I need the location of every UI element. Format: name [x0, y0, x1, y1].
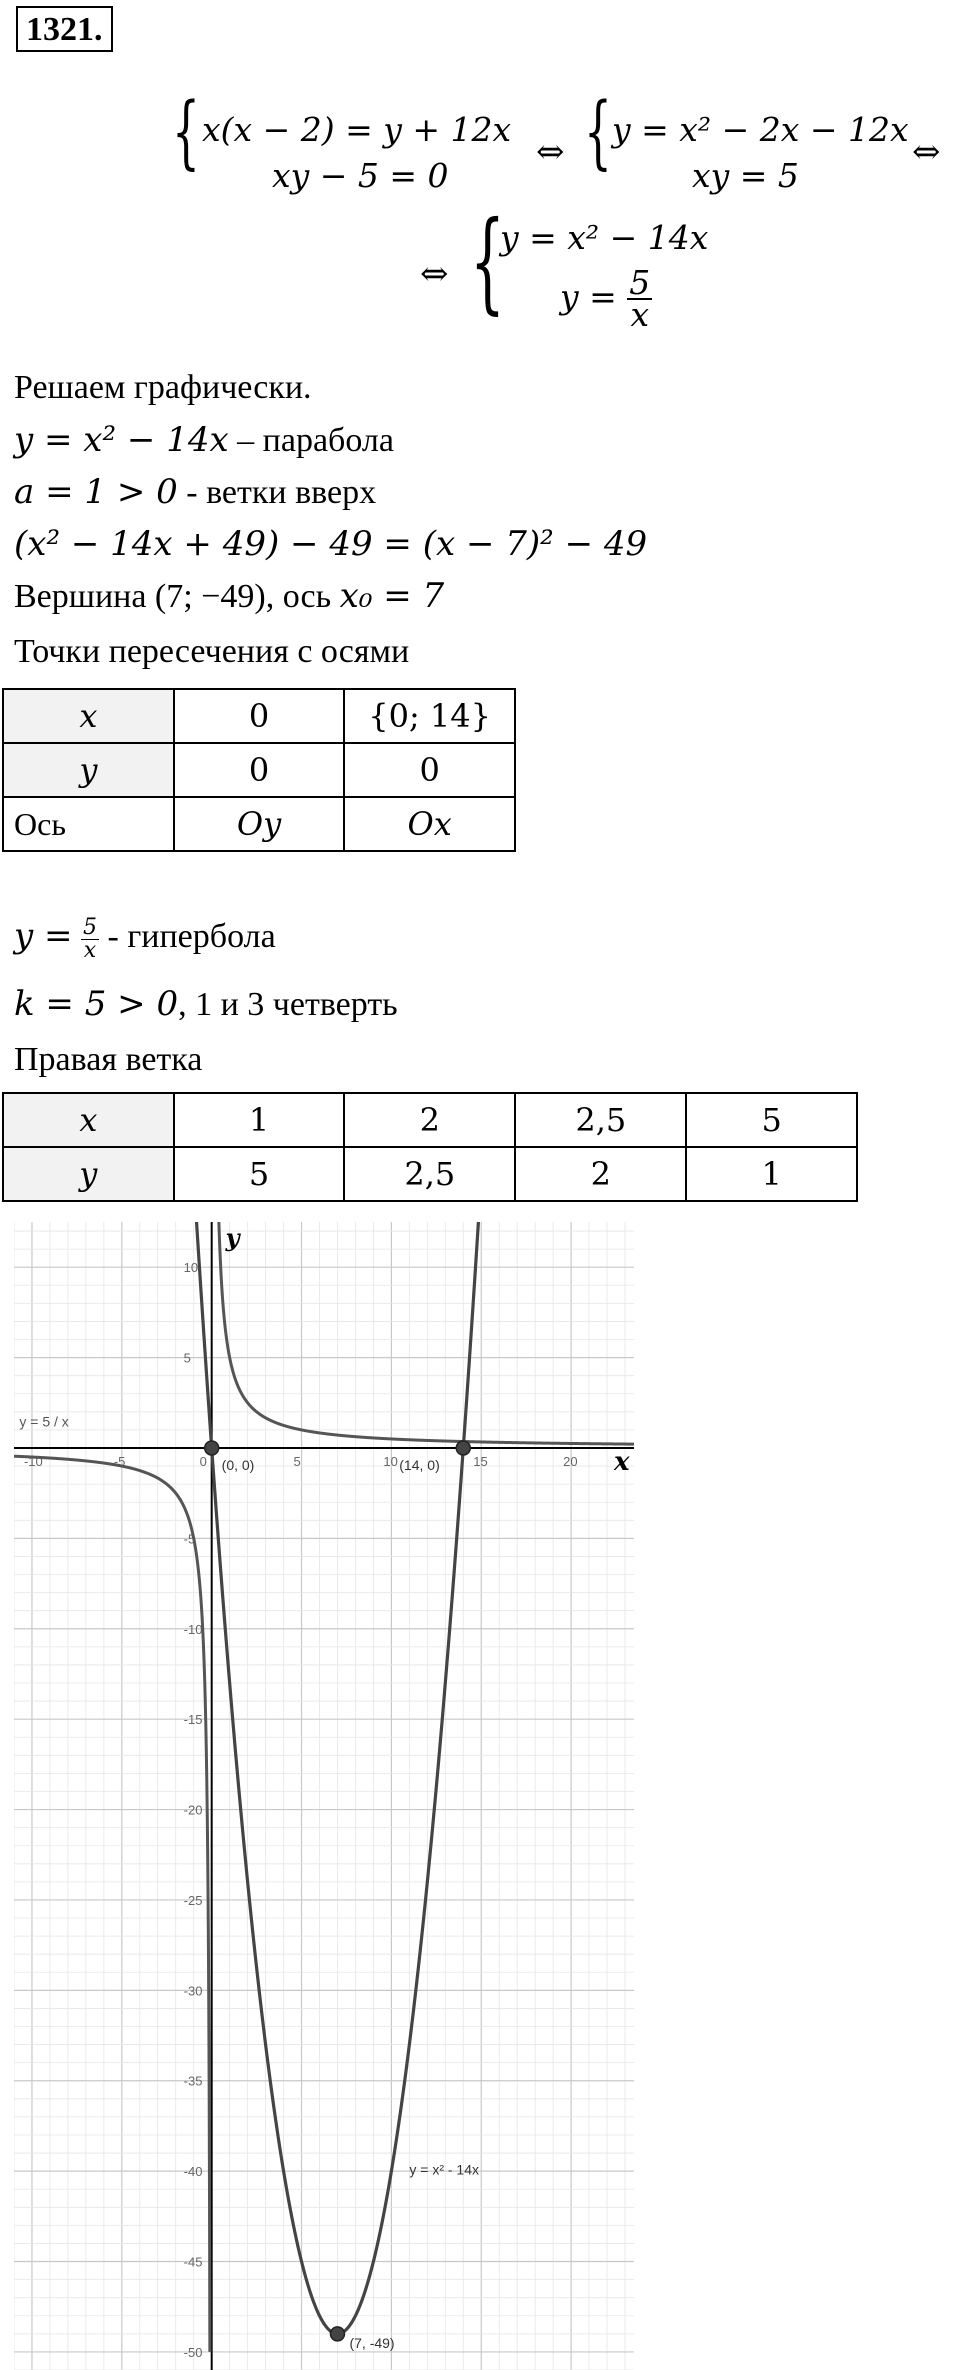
point-label: (0, 0): [221, 1456, 255, 1473]
y-tick-label: 10: [183, 1260, 199, 1276]
y-tick-label: -5: [183, 1531, 196, 1547]
table-row: [3, 797, 515, 851]
x-tick-label: 10: [383, 1453, 398, 1469]
x-tick-label: -5: [113, 1453, 126, 1469]
hyperbola-table: [2, 1092, 858, 1202]
table-cell: y: [3, 1147, 174, 1201]
point-label: (14, 0): [399, 1456, 440, 1473]
table-cell: Ox: [344, 797, 515, 851]
table-cell: 0: [344, 743, 515, 797]
branches-text: - ветки вверх: [177, 474, 377, 511]
x-tick-label: -10: [23, 1453, 43, 1469]
intersections-heading: Точки пересечения с осями: [14, 633, 410, 670]
right-branch-heading: Правая ветка: [14, 1041, 203, 1078]
k-line: [14, 984, 398, 1025]
fraction: [627, 263, 652, 334]
function-graph: [14, 1222, 634, 2370]
equiv-arrow: ⇔: [912, 132, 941, 172]
parabola-eq: y = x² − 14x: [14, 420, 229, 460]
table-row: [3, 743, 515, 797]
system-1-eq1: x(x − 2) = y + 12x: [202, 110, 512, 149]
hyperbola-left-branch: [14, 1453, 210, 2352]
table-cell: 2: [344, 1093, 515, 1147]
table-row: [3, 1093, 857, 1147]
vertex-axis: x₀ = 7: [339, 576, 445, 616]
complete-square-line: [14, 524, 647, 565]
table-cell: x: [3, 1093, 174, 1147]
eq2-lhs: y =: [560, 277, 617, 316]
k-math: k = 5 > 0: [14, 984, 179, 1024]
system-1-eq4: xy = 5: [692, 156, 799, 195]
table-cell: 1: [174, 1093, 345, 1147]
hyperbola-lhs: y =: [14, 916, 73, 956]
fraction-denominator: x: [83, 937, 97, 963]
y-tick-label: -15: [183, 1712, 203, 1728]
complete-square: (x² − 14x + 49) − 49 = (x − 7)² − 49: [14, 524, 648, 564]
vertex-text: Вершина (7; −49), ось: [14, 578, 340, 615]
x-axis-label: x: [614, 1446, 630, 1477]
fraction-numerator: 5: [629, 263, 651, 302]
left-brace: {: [584, 85, 612, 178]
table-cell: x: [3, 689, 174, 743]
parabola-label: – парабола: [228, 422, 394, 459]
y-tick-label: 5: [183, 1350, 191, 1366]
data-point: [330, 2327, 344, 2341]
branches-line: [14, 472, 376, 513]
fraction-denominator: x: [630, 295, 650, 334]
system-1-eq3: y = x² − 2x − 12x: [612, 110, 909, 149]
problem-number: 1321.: [16, 6, 113, 52]
table-cell: 0: [174, 743, 345, 797]
point-label: (7, -49): [349, 2334, 395, 2351]
y-tick-label: -10: [183, 1621, 203, 1637]
x-tick-label: 5: [293, 1453, 301, 1469]
left-brace: {: [470, 197, 505, 325]
branches-math: a = 1 > 0: [14, 472, 178, 512]
table-row: [3, 689, 515, 743]
table-row: [3, 1147, 857, 1201]
table-cell: 0: [174, 689, 345, 743]
series-label: y = 5 / x: [19, 1413, 69, 1430]
system-2-eq1: y = x² − 14x: [500, 218, 709, 257]
k-text: , 1 и 3 четверть: [178, 986, 398, 1023]
system-2-eq2: [560, 263, 652, 334]
y-axis-label: y: [225, 1223, 240, 1252]
equiv-arrow: ⇔: [536, 132, 565, 172]
y-tick-label: -25: [183, 1892, 203, 1908]
table-cell: y: [3, 743, 174, 797]
hyperbola-line: [14, 916, 276, 962]
series-label: y = x² - 14x: [409, 2161, 480, 2178]
table-cell: 2,5: [344, 1147, 515, 1201]
table-cell: Oy: [174, 797, 345, 851]
table-cell: 1: [686, 1147, 857, 1201]
left-brace: {: [172, 85, 200, 178]
fraction: [81, 914, 99, 963]
x-tick-label: 20: [563, 1453, 578, 1469]
vertex-line: [14, 576, 444, 617]
y-tick-label: -20: [183, 1802, 203, 1818]
solve-graphically: Решаем графически.: [14, 369, 312, 406]
table-cell: Ось: [3, 797, 174, 851]
y-tick-label: -40: [183, 2164, 203, 2180]
fraction-numerator: 5: [83, 914, 98, 940]
x-tick-label: 0: [199, 1453, 207, 1469]
data-point: [205, 1441, 219, 1455]
hyperbola-label: - гипербола: [99, 918, 276, 955]
y-tick-label: -30: [183, 1983, 203, 1999]
equiv-arrow: ⇔: [420, 254, 449, 294]
system-1-eq2: xy − 5 = 0: [272, 156, 449, 195]
x-tick-label: 15: [473, 1453, 488, 1469]
y-tick-label: -35: [183, 2073, 203, 2089]
intersections-table: [2, 688, 516, 852]
table-cell: 2,5: [515, 1093, 686, 1147]
data-point: [456, 1441, 470, 1455]
parabola-line: [14, 420, 394, 461]
table-cell: 2: [515, 1147, 686, 1201]
table-cell: 5: [174, 1147, 345, 1201]
table-cell: 5: [686, 1093, 857, 1147]
y-tick-label: -45: [183, 2254, 203, 2270]
table-cell: {0; 14}: [344, 689, 515, 743]
y-tick-label: -50: [183, 2344, 203, 2360]
